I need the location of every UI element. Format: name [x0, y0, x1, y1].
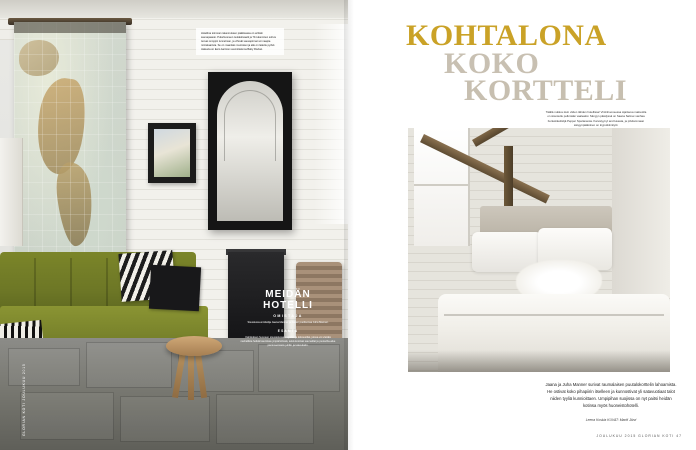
duvet-fold	[444, 314, 664, 316]
overlay-title-line1: MEIDÄN	[265, 289, 311, 300]
photo-caption	[196, 28, 284, 55]
sofa-tuft-line	[34, 258, 36, 312]
floor-stone	[216, 394, 314, 444]
mirror-arch-outline	[224, 90, 276, 161]
article-headline	[406, 19, 686, 108]
left-page-footer: GLORIAN KOTI JOULUKUU 2015	[22, 363, 26, 436]
headline-line-2: KOKO	[444, 46, 540, 80]
bedroom-curtain	[612, 128, 670, 298]
right-page-footer: JOULUKUU 2015 GLORIAN KOTI 47	[596, 434, 682, 438]
bedroom-photo	[408, 128, 670, 372]
stool-leg	[188, 354, 194, 400]
floor-stone	[86, 342, 172, 388]
arch-mirror-icon	[208, 72, 292, 230]
floor-stone	[120, 396, 210, 442]
overlay-title-line2: HOTELLI	[263, 299, 313, 311]
framed-picture	[148, 123, 196, 183]
framed-picture-art	[154, 129, 190, 177]
dark-cushion	[149, 265, 201, 312]
article-body-text: Jaana ja Juha Manner surivat raumalaisen puutalokorttelin lahoamista. He ostivat koko pihapiirin itselleen ja kunnostivat yli satavuotiaat talot niiden tyyliä kunnioittaen. Umpipihan suojissa on nyt paitsi heidän kotinsa myös huoneistohotelli.	[545, 382, 677, 408]
bedroom-window-mullion	[414, 184, 468, 186]
map-graticule	[14, 22, 126, 290]
standfirst-text: Täältä nukkuu kuin viiden tähden hotellissa! Vintinhuoneessa sijaitseva makuutila on sisustettu pelkmään vaaleaksi. Sängyn päädyssä on Saana Salmer-vanhaa burlestikeittiöjä Pepper Spartanesta. Karvatyynyt and Heasta, ja pitvilammaan sängynpäätöinen on kryputkiimtiytti.	[545, 110, 647, 128]
overlay-body: Sisustussuunnittelija Jaana Manner ja hänen puolisonsa Juha Manner.	[247, 321, 329, 324]
article-byline: Leena Koskia KUVAT: Martti Järvi	[585, 418, 637, 422]
wooden-stool-icon	[166, 336, 222, 356]
headline-line-3: KORTTELI	[464, 74, 627, 108]
map-title-strip	[14, 22, 126, 33]
wall-shelf-unit	[0, 138, 23, 246]
sofa-tuft-line	[106, 258, 108, 312]
headline-line-1: KOHTALONA	[406, 19, 607, 52]
hotel-overlay-title	[240, 290, 336, 348]
world-map-poster-icon	[14, 22, 126, 290]
floor-stone	[20, 392, 114, 440]
photo-caption-text: Hotellina toimivan rakennuksen pääkisassa on erittäin saunapaasto. Pukuhuoneen tuulakkivaatti ja 70-tukeminen sohva tuovat remppin tunnelman, ja vihreät sauvapinnat voi naapta miniskaarista. Se on maanlais muotoiset ja alle on laitettu pydvit. Jaksaza on Eero Aarnion suunnittelema Baby Rocket.	[201, 32, 276, 51]
floor-shadow	[408, 350, 670, 372]
floor-stone	[258, 344, 340, 392]
floor-stone	[8, 348, 80, 386]
window-light	[314, 24, 348, 224]
overlay-subtitle: OMISTAJA	[273, 314, 303, 318]
right-page	[348, 0, 696, 450]
ceiling-band	[0, 0, 348, 18]
overlay-body-2: Kahdeksan huoneen sisustetussa majoitus ja kokoustilat, joissa voi viettää rauhallisia hetkiä kauniissa ympäristössä, sekä kotoisat saunatilat ja puutarha-alue pienimuotoisiin juhliin ja kokouksiin.	[240, 336, 336, 348]
overlay-subtitle-2: ESAMTA	[277, 329, 299, 334]
sofa-tuft-line	[70, 258, 72, 312]
